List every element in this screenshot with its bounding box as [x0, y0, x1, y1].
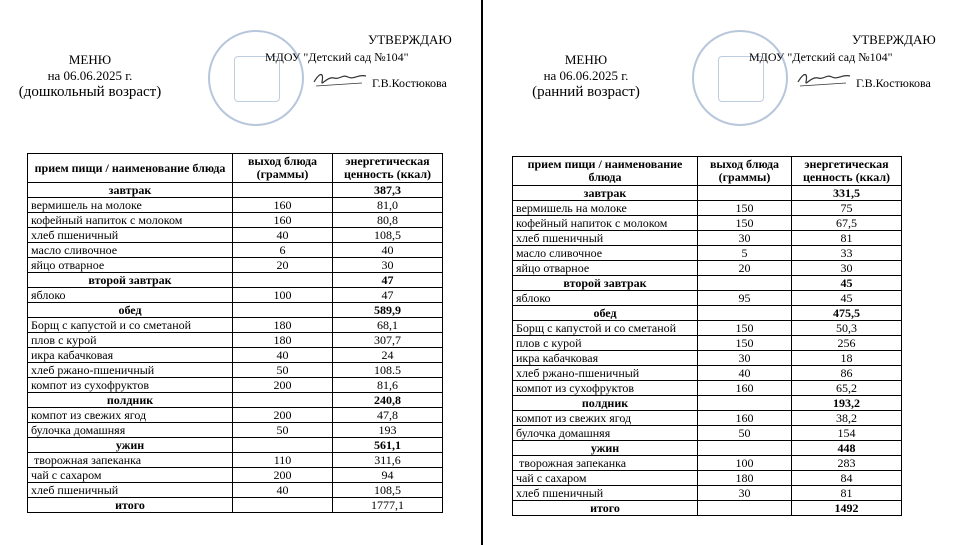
dish-name: хлеб пшеничный — [513, 231, 698, 246]
dish-kcal: 45 — [792, 291, 902, 306]
grams-cell — [233, 393, 333, 408]
dish-grams: 40 — [233, 348, 333, 363]
dish-name: хлеб ржано-пшеничный — [513, 366, 698, 381]
menu-heading — [506, 52, 666, 100]
dish-grams: 20 — [233, 258, 333, 273]
dish-kcal: 94 — [333, 468, 443, 483]
meal-kcal: 387,3 — [333, 183, 443, 198]
dish-grams: 95 — [698, 291, 792, 306]
dish-row — [28, 468, 443, 483]
total-label: итого — [513, 501, 698, 516]
signature — [796, 68, 852, 90]
meal-name: обед — [513, 306, 698, 321]
meal-name: завтрак — [513, 186, 698, 201]
meal-name: полдник — [513, 396, 698, 411]
meal-name: второй завтрак — [513, 276, 698, 291]
dish-kcal: 256 — [792, 336, 902, 351]
grams-cell — [698, 276, 792, 291]
dish-row — [28, 318, 443, 333]
header-meal: прием пищи / наименование блюда — [28, 154, 233, 183]
dish-grams: 180 — [233, 318, 333, 333]
dish-name: плов с курой — [513, 336, 698, 351]
dish-grams: 50 — [233, 423, 333, 438]
grams-cell — [233, 273, 333, 288]
dish-grams: 160 — [233, 213, 333, 228]
grams-cell — [698, 186, 792, 201]
meal-name: обед — [28, 303, 233, 318]
header-kcal: энергетическая ценность (ккал) — [792, 157, 902, 186]
dish-grams: 160 — [698, 381, 792, 396]
dish-grams: 40 — [698, 366, 792, 381]
dish-kcal: 108.5 — [333, 363, 443, 378]
age-group: (дошкольный возраст) — [18, 84, 162, 100]
dish-row — [513, 366, 902, 381]
dish-row — [28, 378, 443, 393]
grams-cell — [233, 438, 333, 453]
dish-grams: 40 — [233, 228, 333, 243]
grams-cell — [233, 183, 333, 198]
total-row — [28, 498, 443, 513]
dish-row — [513, 486, 902, 501]
meal-kcal: 589,9 — [333, 303, 443, 318]
signature — [312, 68, 368, 90]
dish-kcal: 81 — [792, 486, 902, 501]
total-kcal: 1492 — [792, 501, 902, 516]
total-row — [513, 501, 902, 516]
grams-cell — [698, 501, 792, 516]
dish-name: Борщ с капустой и со сметаной — [513, 321, 698, 336]
meal-row — [513, 441, 902, 456]
dish-row — [28, 363, 443, 378]
age-group: (ранний возраст) — [532, 84, 640, 100]
dish-kcal: 108,5 — [333, 228, 443, 243]
total-label: итого — [28, 498, 233, 513]
dish-kcal: 67,5 — [792, 216, 902, 231]
dish-name: компот из свежих ягод — [28, 408, 233, 423]
dish-grams: 40 — [233, 483, 333, 498]
meal-row — [28, 183, 443, 198]
dish-name: творожная запеканка — [513, 456, 698, 471]
dish-row — [28, 483, 443, 498]
menu-table — [512, 156, 902, 516]
dish-name: булочка домашняя — [28, 423, 233, 438]
dish-grams: 200 — [233, 408, 333, 423]
header-meal: прием пищи / наименование блюда — [513, 157, 698, 186]
header-kcal: энергетическая ценность (ккал) — [333, 154, 443, 183]
grams-cell — [698, 306, 792, 321]
dish-row — [28, 258, 443, 273]
dish-name: кофейный напиток с молоком — [28, 213, 233, 228]
dish-row — [513, 381, 902, 396]
dish-grams: 200 — [233, 468, 333, 483]
dish-row — [513, 231, 902, 246]
dish-kcal: 30 — [792, 261, 902, 276]
meal-kcal: 193,2 — [792, 396, 902, 411]
approval-block — [684, 30, 954, 110]
meal-name: завтрак — [28, 183, 233, 198]
dish-kcal: 311,6 — [333, 453, 443, 468]
dish-grams: 160 — [233, 198, 333, 213]
dish-name: яблоко — [28, 288, 233, 303]
dish-row — [28, 453, 443, 468]
dish-row — [513, 426, 902, 441]
dish-name: булочка домашняя — [513, 426, 698, 441]
dish-row — [28, 348, 443, 363]
dish-kcal: 283 — [792, 456, 902, 471]
dish-kcal: 80,8 — [333, 213, 443, 228]
dish-name: хлеб пшеничный — [513, 486, 698, 501]
dish-name: хлеб пшеничный — [28, 483, 233, 498]
menu-title: МЕНЮ — [68, 52, 112, 67]
approve-signer: Г.В.Костюкова — [372, 76, 447, 90]
dish-kcal: 86 — [792, 366, 902, 381]
approve-heading: УТВЕРЖДАЮ — [852, 32, 936, 47]
dish-row — [513, 321, 902, 336]
dish-row — [513, 291, 902, 306]
dish-kcal: 75 — [792, 201, 902, 216]
dish-kcal: 108,5 — [333, 483, 443, 498]
menu-panel-preschool — [0, 0, 480, 545]
dish-name: плов с курой — [28, 333, 233, 348]
dish-kcal: 30 — [333, 258, 443, 273]
dish-name: хлеб пшеничный — [28, 228, 233, 243]
dish-grams: 30 — [698, 231, 792, 246]
dish-grams: 100 — [233, 288, 333, 303]
grams-cell — [698, 396, 792, 411]
dish-name: яйцо отварное — [513, 261, 698, 276]
dish-kcal: 81 — [792, 231, 902, 246]
meal-row — [28, 303, 443, 318]
stamp-seal — [208, 30, 304, 126]
page-divider — [481, 0, 483, 545]
menu-table — [27, 153, 443, 513]
dish-row — [513, 456, 902, 471]
dish-kcal: 84 — [792, 471, 902, 486]
menu-date: на 06.06.2025 г. — [543, 68, 629, 83]
dish-kcal: 47 — [333, 288, 443, 303]
dish-grams: 6 — [233, 243, 333, 258]
dish-grams: 200 — [233, 378, 333, 393]
approve-heading: УТВЕРЖДАЮ — [368, 32, 452, 47]
dish-name: вермишель на молоке — [28, 198, 233, 213]
dish-kcal: 33 — [792, 246, 902, 261]
dish-row — [513, 261, 902, 276]
dish-name: вермишель на молоке — [513, 201, 698, 216]
dish-row — [513, 471, 902, 486]
dish-name: компот из сухофруктов — [513, 381, 698, 396]
dish-kcal: 24 — [333, 348, 443, 363]
dish-kcal: 18 — [792, 351, 902, 366]
dish-row — [28, 228, 443, 243]
dish-grams: 180 — [698, 471, 792, 486]
dish-kcal: 81,6 — [333, 378, 443, 393]
approve-signer: Г.В.Костюкова — [856, 76, 931, 90]
dish-row — [513, 411, 902, 426]
dish-grams: 50 — [698, 426, 792, 441]
meal-kcal: 448 — [792, 441, 902, 456]
dish-grams: 150 — [698, 321, 792, 336]
meal-kcal: 240,8 — [333, 393, 443, 408]
dish-name: чай с сахаром — [513, 471, 698, 486]
approve-institution: МДОУ "Детский сад №104" — [749, 50, 893, 64]
dish-name: творожная запеканка — [28, 453, 233, 468]
meal-name: второй завтрак — [28, 273, 233, 288]
dish-grams: 180 — [233, 333, 333, 348]
dish-kcal: 47,8 — [333, 408, 443, 423]
dish-grams: 150 — [698, 201, 792, 216]
meal-row — [513, 186, 902, 201]
dish-row — [28, 288, 443, 303]
dish-name: икра кабачковая — [28, 348, 233, 363]
meal-row — [28, 273, 443, 288]
dish-kcal: 307,7 — [333, 333, 443, 348]
dish-grams: 110 — [233, 453, 333, 468]
meal-name: ужин — [28, 438, 233, 453]
dish-row — [28, 198, 443, 213]
header-grams: выход блюда (граммы) — [698, 157, 792, 186]
dish-row — [28, 243, 443, 258]
dish-grams: 20 — [698, 261, 792, 276]
meal-row — [513, 276, 902, 291]
dish-row — [513, 336, 902, 351]
dish-row — [28, 213, 443, 228]
dish-grams: 100 — [698, 456, 792, 471]
meal-kcal: 45 — [792, 276, 902, 291]
dish-row — [513, 246, 902, 261]
meal-name: полдник — [28, 393, 233, 408]
dish-kcal: 154 — [792, 426, 902, 441]
meal-row — [513, 396, 902, 411]
dish-name: чай с сахаром — [28, 468, 233, 483]
dish-grams: 160 — [698, 411, 792, 426]
dish-name: хлеб ржано-пшеничный — [28, 363, 233, 378]
dish-kcal: 40 — [333, 243, 443, 258]
grams-cell — [233, 303, 333, 318]
dish-name: кофейный напиток с молоком — [513, 216, 698, 231]
dish-kcal: 68,1 — [333, 318, 443, 333]
dish-kcal: 193 — [333, 423, 443, 438]
meal-row — [513, 306, 902, 321]
dish-grams: 5 — [698, 246, 792, 261]
header-grams: выход блюда (граммы) — [233, 154, 333, 183]
dish-kcal: 50,3 — [792, 321, 902, 336]
meal-kcal: 47 — [333, 273, 443, 288]
grams-cell — [698, 441, 792, 456]
dish-row — [28, 333, 443, 348]
dish-row — [513, 351, 902, 366]
dish-kcal: 65,2 — [792, 381, 902, 396]
dish-name: масло сливочное — [28, 243, 233, 258]
dish-row — [28, 408, 443, 423]
menu-title: МЕНЮ — [564, 52, 608, 67]
grams-cell — [233, 498, 333, 513]
dish-name: компот из свежих ягод — [513, 411, 698, 426]
dish-name: яйцо отварное — [28, 258, 233, 273]
menu-date: на 06.06.2025 г. — [47, 68, 133, 83]
total-kcal: 1777,1 — [333, 498, 443, 513]
stamp-seal — [692, 30, 788, 126]
dish-grams: 30 — [698, 486, 792, 501]
menu-panel-early — [484, 0, 965, 545]
meal-kcal: 331,5 — [792, 186, 902, 201]
dish-kcal: 81,0 — [333, 198, 443, 213]
dish-name: Борщ с капустой и со сметаной — [28, 318, 233, 333]
meal-kcal: 475,5 — [792, 306, 902, 321]
dish-grams: 150 — [698, 336, 792, 351]
meal-kcal: 561,1 — [333, 438, 443, 453]
dish-name: масло сливочное — [513, 246, 698, 261]
dish-name: компот из сухофруктов — [28, 378, 233, 393]
dish-grams: 30 — [698, 351, 792, 366]
dish-kcal: 38,2 — [792, 411, 902, 426]
dish-grams: 50 — [233, 363, 333, 378]
menu-heading — [10, 52, 170, 100]
meal-name: ужин — [513, 441, 698, 456]
dish-grams: 150 — [698, 216, 792, 231]
dish-name: яблоко — [513, 291, 698, 306]
approval-block — [200, 30, 470, 110]
dish-row — [513, 216, 902, 231]
approve-institution: МДОУ "Детский сад №104" — [265, 50, 409, 64]
meal-row — [28, 393, 443, 408]
dish-name: икра кабачковая — [513, 351, 698, 366]
dish-row — [28, 423, 443, 438]
meal-row — [28, 438, 443, 453]
dish-row — [513, 201, 902, 216]
